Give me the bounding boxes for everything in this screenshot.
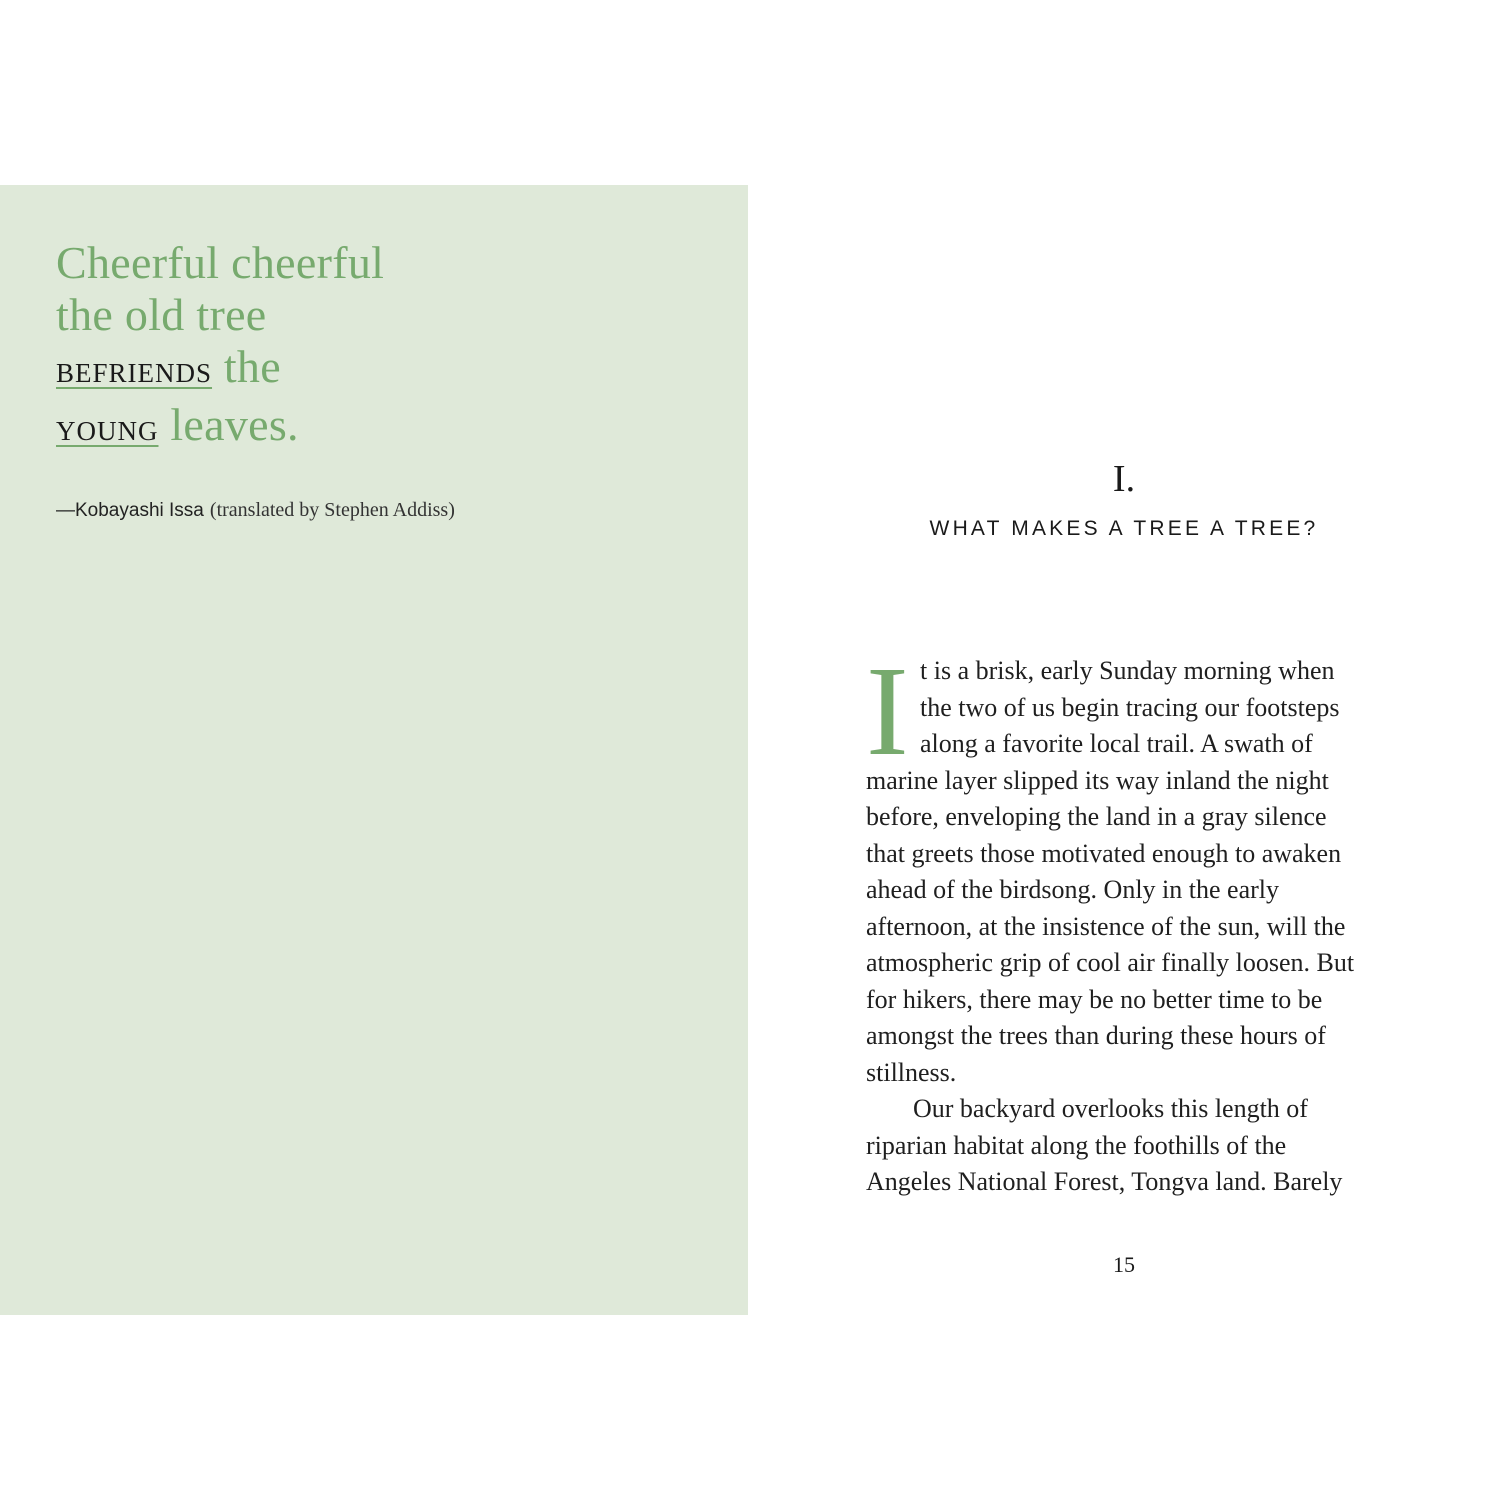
attribution-translator: (translated by Stephen Addiss) [209, 499, 455, 521]
poem-line-1: Cheerful cheerful [56, 237, 385, 288]
body-line: amongst the trees than during these hours of [866, 1021, 1326, 1050]
body-line: the two of us begin tracing our footsteps [920, 692, 1340, 722]
poem-smallcaps-befriends: BEFRIENDS [56, 358, 213, 388]
poem-line-2: the old tree [56, 289, 267, 340]
chapter-title: WHAT MAKES A TREE A TREE? [929, 517, 1319, 540]
poem-line-4-rest: leaves. [170, 399, 299, 450]
body-line: ahead of the birdsong. Only in the early [866, 875, 1279, 904]
attribution-author: —Kobayashi Issa [56, 500, 204, 521]
body-line: t is a brisk, early Sunday morning when [920, 656, 1335, 685]
body-line: that greets those motivated enough to awaken [866, 838, 1342, 868]
body-line: riparian habitat along the foothills of the [866, 1130, 1287, 1160]
page-number: 15 [1113, 1252, 1135, 1277]
book-spread [0, 185, 1500, 1315]
poem-line-3-rest: the [223, 341, 281, 392]
body-line: marine layer slipped its way inland the night [866, 765, 1329, 795]
body-line: afternoon, at the insistence of the sun, will the [866, 911, 1346, 941]
body-line: for hikers, there may be no better time to be [866, 984, 1323, 1014]
poem-line-4 [56, 399, 384, 457]
body-line: stillness. [866, 1057, 957, 1087]
body-line: Our backyard overlooks this length of [913, 1094, 1308, 1123]
chapter-body-text [866, 653, 1386, 1201]
poem-line-3 [56, 341, 384, 399]
body-line: before, enveloping the land in a gray silence [866, 802, 1327, 831]
epigraph-poem [56, 237, 384, 457]
body-line: along a favorite local trail. A swath of [920, 729, 1313, 758]
epigraph-attribution [56, 499, 455, 522]
chapter-number: I. [1112, 458, 1136, 500]
body-line: Angeles National Forest, Tongva land. Barely [866, 1167, 1343, 1196]
right-page-chapter [748, 185, 1500, 1315]
left-page-epigraph [0, 185, 748, 1315]
body-line: atmospheric grip of cool air finally loosen. But [866, 948, 1355, 977]
poem-smallcaps-young: YOUNG [56, 416, 159, 446]
drop-cap-letter: I [866, 640, 909, 782]
